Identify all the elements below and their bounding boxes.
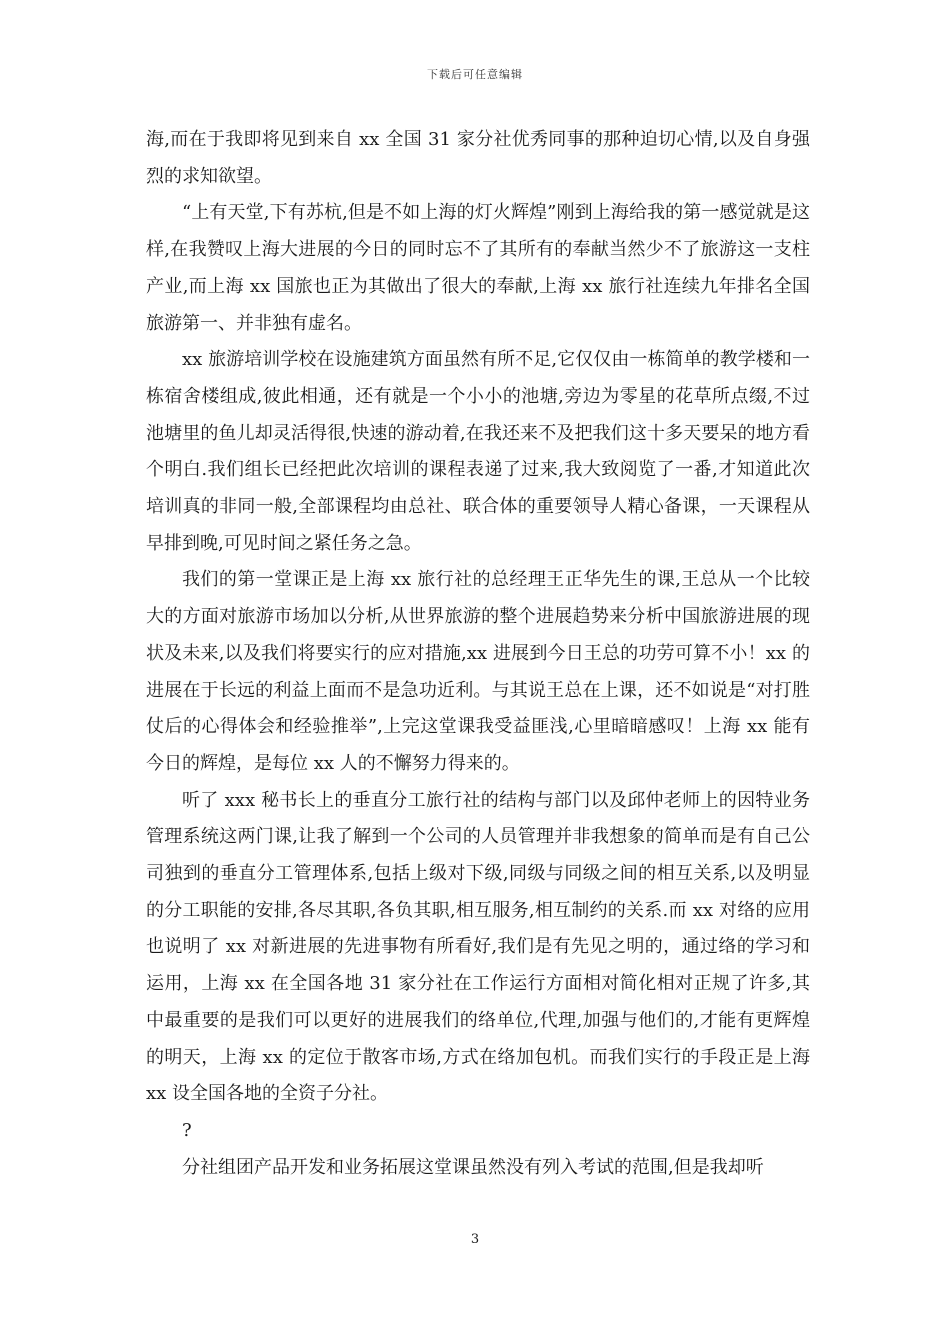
paragraph: 分社组团产品开发和业务拓展这堂课虽然没有列入考试的范围,但是我却听	[182, 1156, 764, 1178]
page-number: 3	[470, 1232, 480, 1247]
page-header-note: 下载后可任意编辑	[427, 68, 523, 81]
paragraph: 我们的第一堂课正是上海 xx 旅行社的总经理王正华先生的课,王总从一个比较大的方面对旅游市场加以分析,从世界旅游的整个进展趋势来分析中国旅游进展的现状及未来,以及我们将要实行的应对措施,xx 进展到今日王总的功劳可算不小！xx 的进展在于长远的利益上面而不是急功近利。与其说王总在上课，还不如说是“对打胜仗后的心得体会和经验推举”,上完这堂课我受益匪浅,心里暗暗感叹！上海 xx 能有今日的辉煌，是每位 xx 人的不懈努力得来的。	[146, 569, 810, 774]
paragraph: “上有天堂,下有苏杭,但是不如上海的灯火辉煌”刚到上海给我的第一感觉就是这样,在我赞叹上海大进展的今日的同时忘不了其所有的奉献当然少不了旅游这一支柱产业,而上海 xx 国旅也正为其做出了很大的奉献,上海 xx 旅行社连续九年排名全国旅游第一、并非独有虚名。	[146, 202, 810, 334]
paragraph: 海,而在于我即将见到来自 xx 全国 31 家分社优秀同事的那种迫切心情,以及自身强烈的求知欲望。	[146, 129, 810, 187]
paragraph: ?	[182, 1119, 192, 1141]
paragraph: xx 旅游培训学校在设施建筑方面虽然有所不足,它仅仅由一栋简单的教学楼和一栋宿舍楼组成,彼此相通，还有就是一个小小的池塘,旁边为零星的花草所点缀,不过池塘里的鱼儿却灵活得很,快速的游动着,在我还来不及把我们这十多天要呆的地方看个明白.我们组长已经把此次培训的课程表递了过来,我大致阅览了一番,才知道此次培训真的非同一般,全部课程均由总社、联合体的重要领导人精心备课，一天课程从早排到晚,可见时间之紧任务之急。	[146, 349, 810, 554]
paragraph: 听了 xxx 秘书长上的垂直分工旅行社的结构与部门以及邱仲老师上的因特业务管理系统这两门课,让我了解到一个公司的人员管理并非我想象的简单而是有自己公司独到的垂直分工管理体系,包括上级对下级,同级与同级之间的相互关系,以及明显的分工职能的安排,各尽其职,各负其职,相互服务,相互制约的关系.而 xx 对络的应用也说明了 xx 对新进展的先进事物有所看好,我们是有先见之明的，通过络的学习和运用，上海 xx 在全国各地 31 家分社在工作运行方面相对简化相对正规了许多,其中最重要的是我们可以更好的进展我们的络单位,代理,加强与他们的,才能有更辉煌的明天，上海 xx 的定位于散客市场,方式在络加包机。而我们实行的手段正是上海 xx 设全国各地的全资子分社。	[146, 789, 810, 1105]
document-body	[146, 122, 810, 1186]
